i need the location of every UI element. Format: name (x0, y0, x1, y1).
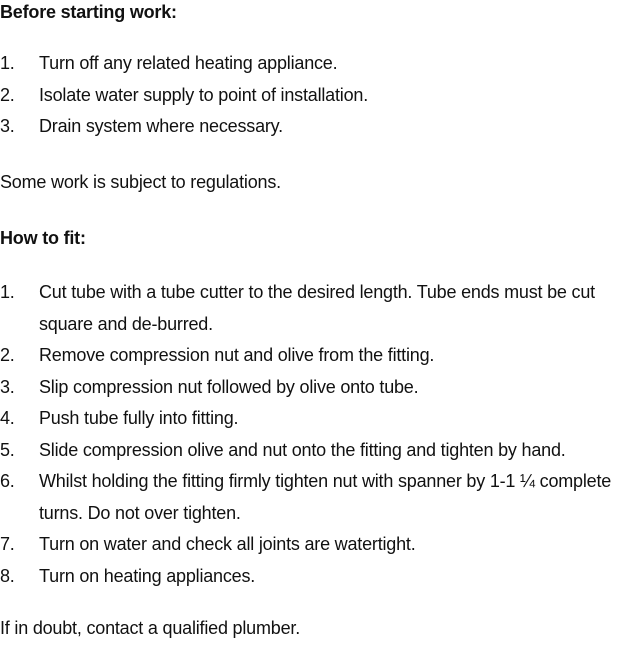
fit-steps-list (0, 277, 640, 592)
list-item (0, 435, 640, 467)
step-text: Cut tube with a tube cutter to the desired length. Tube ends must be cut square and de-burred. (39, 282, 595, 334)
closing-note: If in doubt, contact a qualified plumber. (0, 618, 300, 638)
step-text: Remove compression nut and olive from the fitting. (39, 345, 435, 365)
step-number: 8. (0, 565, 15, 586)
step-text: Whilst holding the fitting firmly tighten nut with spanner by 1-1 ¼ complete turns. Do not over tighten. (39, 471, 612, 523)
step-number: 1. (0, 53, 15, 73)
step-text: Slip compression nut followed by olive onto tube. (39, 376, 419, 397)
step-text: Turn on heating appliances. (39, 565, 256, 586)
list-item (0, 277, 640, 340)
step-number: 4. (0, 408, 15, 428)
list-item (0, 466, 640, 529)
step-number: 7. (0, 534, 15, 554)
list-item (0, 372, 640, 404)
list-item (0, 403, 640, 435)
before-steps-list (0, 48, 640, 143)
step-text: Drain system where necessary. (39, 116, 283, 136)
step-number: 2. (0, 345, 15, 365)
step-number: 3. (0, 116, 15, 136)
step-text: Turn on water and check all joints are watertight. (39, 534, 416, 554)
step-number: 5. (0, 439, 15, 460)
step-text: Isolate water supply to point of installation. (39, 84, 368, 105)
step-text: Push tube fully into fitting. (39, 408, 239, 428)
step-number: 1. (0, 282, 15, 302)
before-starting-heading: Before starting work: (0, 2, 177, 22)
list-item (0, 529, 640, 561)
list-item (0, 111, 640, 143)
step-number: 3. (0, 376, 15, 397)
step-number: 6. (0, 471, 15, 491)
regulations-note: Some work is subject to regulations. (0, 172, 281, 192)
list-item (0, 340, 640, 372)
list-item (0, 80, 640, 112)
step-text: Slide compression olive and nut onto the fitting and tighten by hand. (39, 439, 566, 460)
how-to-fit-heading: How to fit: (0, 228, 86, 248)
list-item (0, 561, 640, 593)
step-number: 2. (0, 84, 15, 105)
step-text: Turn off any related heating appliance. (39, 53, 338, 73)
list-item (0, 48, 640, 80)
